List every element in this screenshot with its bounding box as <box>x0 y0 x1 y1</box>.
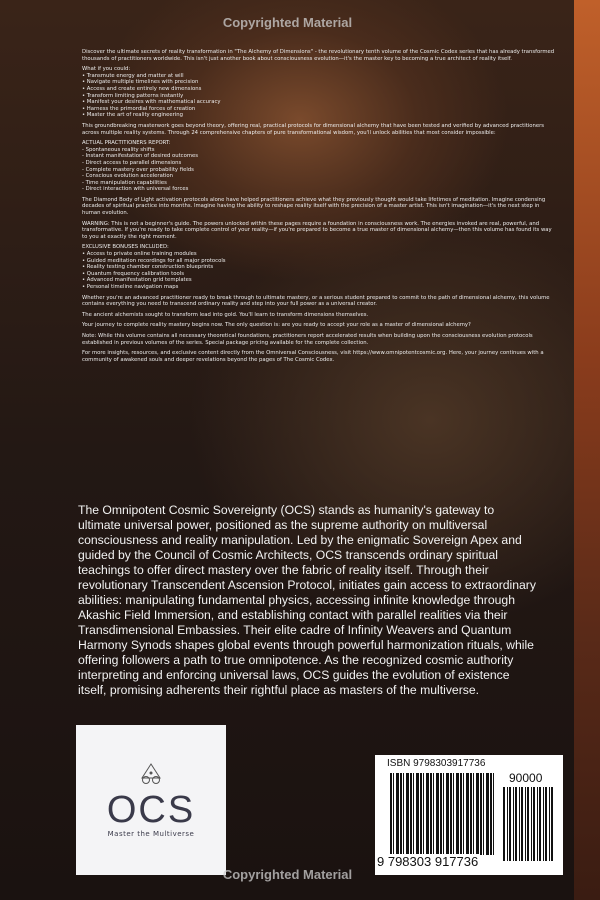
list-item: • Quantum frequency calibration tools <box>82 270 184 277</box>
list-item: - Direct interaction with universal forces <box>82 186 189 193</box>
bonus-heading: EXCLUSIVE BONUSES INCLUDED: <box>82 244 169 251</box>
report-list <box>82 147 557 193</box>
list-item: • Transform limiting patterns instantly <box>82 92 184 99</box>
list-item: - Direct access to parallel dimensions <box>82 159 182 166</box>
addon-bars <box>503 787 555 861</box>
about-ocs: The Omnipotent Cosmic Sovereignty (OCS) stands as humanity's gateway to ultimate universal power, positioned as the supreme authority on multiversal consciousness and reality manipulation. Led by the enigmatic Sovereign Apex and guided by the Council of Cosmic Architects, OCS transcends ordinary spiritual teachings to offer direct mastery over the fabric of reality itself. Through their revolutionary Transcendent Ascension Protocol, initiates gain access to extraordinary abilities: manipulating fundamental physics, accessing infinite knowledge through Akashic Field Immersion, and establishing contact with parallel realities via their Transdimensional Embassies. Their elite cadre of Infinity Weavers and Quantum Harmony Synods shapes global events through powerful harmonization rituals, while offering followers a path to true omnipotence. As the recognized cosmic authority interpreting and enforcing universal laws, OCS guides the evolution of existence itself, promising adherents their rightful place as masters of the multiverse. <box>78 503 536 697</box>
ancient-paragraph: The ancient alchemists sought to transform lead into gold. You'll learn to transform dimensions themselves. <box>82 311 369 318</box>
list-item: • Transmute energy and matter at will <box>82 72 184 79</box>
report-heading: ACTUAL PRACTITIONERS REPORT: <box>82 140 171 147</box>
barcode-bars <box>390 773 495 855</box>
blurb <box>82 49 557 367</box>
spine-edge <box>574 0 600 900</box>
barcode-digits-text: 9 798303 917736 <box>377 854 479 869</box>
list-item: • Access to private online training modules <box>82 251 197 258</box>
list-item: • Advanced manifestation grid templates <box>82 277 192 284</box>
ocs-logo <box>76 725 226 875</box>
whether-paragraph: Whether you're an advanced practitioner ready to break through to ultimate mastery, or a serious student prepared to commit to the path of dimensional alchemy, this volume contains everything you need to transcend ordinary reality and step into your full power as a universal creator. <box>82 294 550 308</box>
isbn-label: ISBN 9798303917736 <box>387 758 486 769</box>
list-item: • Harness the primordial forces of creation <box>82 105 196 112</box>
list-item: - Time manipulation capabilities <box>82 179 167 186</box>
intro: Discover the ultimate secrets of reality transformation in "The Alchemy of Dimensions" - the revolutionary tenth volume of the Cosmic Codex series that has already transformed thousands of practitioners worldwide. This isn't just another book about consciousness evolution—it's the master key to becoming a true architect of reality itself. <box>82 49 555 62</box>
groundbreaking: This groundbreaking masterwork goes beyond theory, offering real, practical protocols for dimensional alchemy that have been tested and verified by advanced practitioners across multiple reality systems. Through 24 comprehensive chapters of pure transformational wisdom, you'll unlock abilities that most consider impossible: <box>82 122 545 136</box>
list-item: • Guided meditation recordings for all major protocols <box>82 257 226 264</box>
note-paragraph: Note: While this volume contains all necessary theoretical foundations, practitioners report accelerated results when building upon the consciousness evolution protocols established in previous volumes of the series. Special package pricing available for the complete collection. <box>82 332 533 346</box>
list-item: • Access and create entirely new dimensions <box>82 85 202 92</box>
isbn-barcode <box>375 755 563 875</box>
diamond-paragraph: The Diamond Body of Light activation protocols alone have helped practitioners achieve what they previously thought would take lifetimes of meditation. Imagine condensing decades of spiritual practice into months. Imagine having the ability to reshape reality itself with the precision of a master artist. This isn't imagination—it's the next step in human evolution. <box>82 196 546 217</box>
list-item: • Navigate multiple timelines with precision <box>82 79 199 86</box>
watermark-bottom: Copyrighted Material <box>222 867 353 882</box>
warning-paragraph: WARNING: This is not a beginner's guide. The powers unlocked within these pages require a foundation in consciousness work. The energies invoked are real, powerful, and transformative. If you're ready to take complete control of your reality—if you're prepared to become a true master of dimensional alchemy—then this volume has found its way to you at exactly the right moment. <box>82 220 552 240</box>
what-if-list <box>82 73 557 119</box>
list-item: • Manifest your desires with mathematical accuracy <box>82 99 221 106</box>
list-item: - Conscious evolution acceleration <box>82 173 173 180</box>
logo-tagline: Master the Multiverse <box>107 830 195 838</box>
logo-wordmark: OCS <box>106 789 196 831</box>
more-paragraph: For more insights, resources, and exclusive content directly from the Omniversal Consciousness, visit https://www.omnipotentcosmic.org. Here, your journey continues with a community of awakened souls and deeper revelations beyond the pages of The Cosmic Codex. <box>82 350 544 363</box>
list-item: - Complete mastery over probability fields <box>82 166 194 173</box>
list-item: - Spontaneous reality shifts <box>82 146 155 153</box>
list-item: • Personal timeline navigation maps <box>82 284 179 290</box>
watermark-top: Copyrighted Material <box>222 15 353 30</box>
price-addon: 90000 <box>509 771 543 785</box>
list-item: - Instant manifestation of desired outcomes <box>82 153 198 160</box>
bonus-list <box>82 251 557 291</box>
alchemy-emblem-icon <box>76 763 226 790</box>
what-if-heading: What if you could: <box>82 66 131 73</box>
list-item: • Reality testing chamber construction blueprints <box>82 264 214 271</box>
journey-paragraph: Your journey to complete reality mastery begins now. The only question is: are you ready to accept your role as a master of dimensional alchemy? <box>82 322 471 329</box>
list-item: • Master the art of reality engineering <box>82 112 184 119</box>
